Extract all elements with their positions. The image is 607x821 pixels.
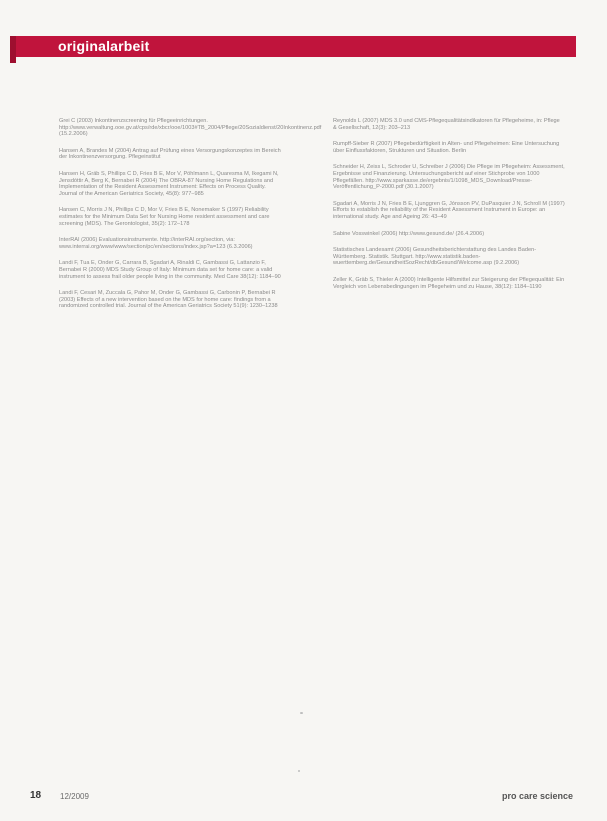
- journal-name: pro care science: [501, 791, 573, 801]
- reference-entry: Grei C (2003) Inkontinenzscreening für Pflegeeinrichtungen. http://www.verwaltung.ooe.gv.at/cps/rde/xbcr/ooe/1003#TB_2004/Pflege/20Sozialdienst/20Inkontinenz.pdf (15.2.2006): [59, 118, 322, 138]
- references-column-right: [333, 118, 565, 300]
- scan-speck: [298, 770, 300, 772]
- reference-entry: Rumpff-Sieber R (2007) Pflegebedürftigkeit in Alten- und Pflegeheimen: Eine Untersuchung über Einflussfaktoren, Strukturen und Situation. Berlin: [333, 141, 560, 154]
- reference-entry: Sabine Vosswinkel (2006) http://www.gesund.de/ (26.4.2006): [333, 230, 485, 237]
- reference-entry: Hansen A, Brandes M (2004) Antrag auf Prüfung eines Versorgungskonzeptes im Bereich der Inkontinenzversorgung. Pflegeinstitut: [59, 147, 281, 161]
- section-header-accent: [10, 36, 16, 63]
- reference-entry: Reynolds L (2007) MDS 3.0 und CMS-Pflegequalitätsindikatoren für Pflegeheime, in: Pflege & Gesellschaft, 12(3): 203–213: [333, 118, 560, 131]
- reference-entry: Statistisches Landesamt (2006) Gesundheitsberichterstattung des Landes Baden-Württemberg. Statistik. Stuttgart. http://www.statistik.baden-wuerttemberg.de/GesundheitSozRecht/dbGesund/Welcome.asp (9.2.2006): [333, 247, 537, 267]
- page-number: 18: [30, 790, 42, 801]
- reference-entry: Sgadari A, Morris J N, Fries B E, Ljunggren G, Jónsson PV, DuPasquier J N, Schroll M (1997) Efforts to establish the reliability of the Resident Assessment Instrument in Europe: an international study. Age and Ageing 26: 43–49: [333, 200, 565, 220]
- issue-date: 12/2009: [60, 792, 89, 801]
- reference-entry: Hansen C, Morris J N, Phillips C D, Mor V, Fries B E, Nonemaker S (1997) Reliability estimates for the Minimum Data Set for Nursing Home resident assessment and care screening (MDS). The Gerontologist, 35(2): 172–178: [59, 207, 270, 227]
- section-label: originalarbeit: [58, 38, 150, 54]
- reference-entry: Zeller K, Gräb S, Thieler A (2000) Intelligente Hilfsmittel zur Steigerung der Pflegequalität: Ein Vergleich von Lebensbedingungen im Pflegeheim und zu Hause, 38(12): 1184–1190: [333, 276, 565, 290]
- reference-entry: InterRAI (2006) Evaluationsinstrumente. http://interRAI.org/section, via: www.interrai.org/www/www/section/pc/en/sections/index.jsp?a=123 (6.3.2006): [59, 237, 253, 250]
- reference-entry: Landi F, Tua E, Onder G, Carrara B, Sgadari A, Rinaldi C, Gambassi G, Lattanzio F, Bernabei R (2000) MDS Study Group of Italy: Minimum data set for home care: a valid instrument to assess frail older people living in the community. Med Care 38(12): 1184–90: [59, 260, 281, 280]
- reference-entry: Landi F, Cesari M, Zuccala G, Pahor M, Onder G, Gambassi G, Carbonin P, Bernabei R (2003) Effects of a new intervention based on the MDS for home care: findings from a randomized controlled trial. Journal of the American Geriatrics Society 51(9): 1230–1238: [59, 290, 278, 310]
- references-column-left: [59, 118, 322, 320]
- reference-entry: Hansen H, Gräb S, Phillips C D, Fries B E, Mor V, Pöhlmann L, Quaresma M, Ikegami N, Jensdóttir A, Berg K, Bernabei R (2004) The OBRA-87 Nursing Home Regulations and Implementation of the Resident Assessment Instrument: Effects on Process Quality. Journal of the American Geriatrics Society, 45(8): 977–985: [59, 170, 279, 197]
- scan-speck: [300, 712, 303, 714]
- reference-entry: Schneider H, Zeiss L, Schroder U, Schreiber J (2006) Die Pflege im Pflegeheim: Assessment, Ergebnisse und Finanzierung. Untersuchungsbericht auf einer Stichprobe von 1000 Pflegefällen. http://www.sparkasse.de/ergebnis/1/1098_MDS_Download/Presse-Veröffentlichung_P-2000.pdf (30.1.2007): [333, 164, 565, 191]
